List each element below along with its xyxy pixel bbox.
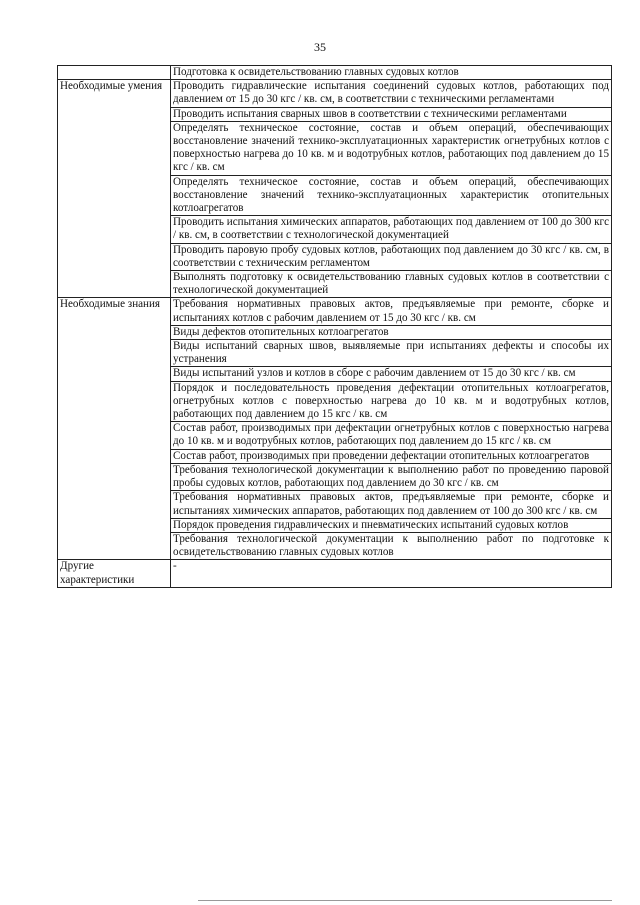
table-cell: Требования технологической документации к выполнению работ по проведению паровой пробы судовых котлов, работающих под давлением до 30 кгс / кв. см [171, 463, 612, 490]
table-cell: Подготовка к освидетельствованию главных судовых котлов [171, 66, 612, 80]
table-cell: Состав работ, производимых при дефектации огнетрубных котлов с поверхностью нагрева до 10 кв. м и водотрубных котлов, работающих под давлением до 15 кгс / кв. см [171, 422, 612, 449]
table-cell: Виды испытаний сварных швов, выявляемые при испытаниях дефекты и способы их устранения [171, 340, 612, 367]
table-row [58, 80, 612, 107]
table-row [58, 560, 612, 587]
table-row [58, 66, 612, 80]
page-bottom-rule [198, 900, 612, 901]
table-cell: Состав работ, производимых при проведении дефектации отопительных котлоагрегатов [171, 449, 612, 463]
section-label: Необходимые умения [58, 80, 171, 298]
table-cell: Виды дефектов отопительных котлоагрегатов [171, 325, 612, 339]
table-cell: Требования нормативных правовых актов, предъявляемые при ремонте, сборке и испытаниях химических аппаратов, работающих под давлением от 100 до 300 кгс / кв. см [171, 491, 612, 518]
table-cell: Проводить паровую пробу судовых котлов, работающих под давлением до 30 кгс / кв. см, в соответствии с техническим регламентом [171, 243, 612, 270]
requirements-table [57, 65, 612, 588]
table-cell: Определять техническое состояние, состав и объем операций, обеспечивающих восстановление значений технико-эксплуатационных характеристик отопительных котлоагрегатов [171, 175, 612, 216]
table-cell: Определять техническое состояние, состав и объем операций, обеспечивающих восстановление значений технико-эксплуатационных характеристик огнетрубных котлов с поверхностью нагрева до 10 кв. м и водотрубных котлов, работающих под давлением до 15 кгс / кв. см [171, 121, 612, 175]
table-cell: Порядок проведения гидравлических и пневматических испытаний судовых котлов [171, 518, 612, 532]
page-number: 35 [314, 40, 326, 54]
section-label: Необходимые знания [58, 298, 171, 560]
table-cell: Виды испытаний узлов и котлов в сборе с рабочим давлением от 15 до 30 кгс / кв. см [171, 367, 612, 381]
table-cell: Порядок и последовательность проведения дефектации отопительных котлоагрегатов, огнетрубных котлов с поверхностью нагрева до 10 кв. м и водотрубных котлов, работающих под давлением до 15 кгс / кв. см [171, 381, 612, 422]
empty-label-cell [58, 66, 171, 80]
table-cell: - [171, 560, 612, 587]
table-cell: Проводить гидравлические испытания соединений судовых котлов, работающих под давлением от 15 до 30 кгс / кв. см, в соответствии с техническими регламентами [171, 80, 612, 107]
table-cell: Требования нормативных правовых актов, предъявляемые при ремонте, сборке и испытаниях котлов с рабочим давлением от 15 до 30 кгс / кв. см [171, 298, 612, 325]
table-cell: Выполнять подготовку к освидетельствованию главных судовых котлов в соответствии с технологической документацией [171, 271, 612, 298]
table-cell: Проводить испытания сварных швов в соответствии с техническими регламентами [171, 107, 612, 121]
section-label: Другие характеристики [58, 560, 171, 587]
table-cell: Проводить испытания химических аппаратов, работающих под давлением от 100 до 300 кгс / кв. см, в соответствии с технологической документацией [171, 216, 612, 243]
table-cell: Требования технологической документации к выполнению работ по подготовке к освидетельствованию главных судовых котлов [171, 532, 612, 559]
table-row [58, 298, 612, 325]
